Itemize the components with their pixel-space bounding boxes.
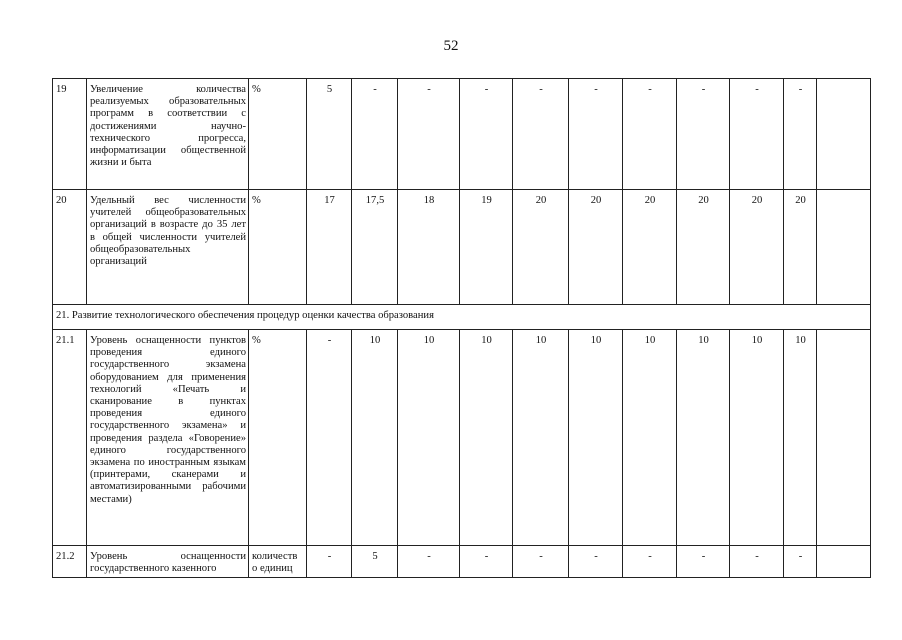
value-cell: 10 bbox=[460, 330, 513, 546]
unit-cell: % bbox=[249, 330, 307, 546]
value-cell: - bbox=[784, 546, 817, 578]
table-row bbox=[53, 79, 871, 190]
value-cell: - bbox=[623, 79, 677, 190]
value-cell: - bbox=[460, 546, 513, 578]
table-row bbox=[53, 546, 871, 578]
row-number: 20 bbox=[53, 190, 87, 305]
value-cell: - bbox=[730, 79, 784, 190]
value-cell: 18 bbox=[398, 190, 460, 305]
value-cell: 10 bbox=[398, 330, 460, 546]
value-cell: 10 bbox=[730, 330, 784, 546]
value-cell bbox=[817, 79, 871, 190]
value-cell: 20 bbox=[623, 190, 677, 305]
value-cell: 17,5 bbox=[352, 190, 398, 305]
indicator-name: Уровень оснащенности государственного казенного bbox=[87, 546, 249, 578]
value-cell: 10 bbox=[677, 330, 730, 546]
row-number: 19 bbox=[53, 79, 87, 190]
value-cell bbox=[817, 330, 871, 546]
unit-cell: % bbox=[249, 190, 307, 305]
value-cell: - bbox=[569, 79, 623, 190]
value-cell: 10 bbox=[623, 330, 677, 546]
value-cell: 10 bbox=[784, 330, 817, 546]
value-cell: - bbox=[730, 546, 784, 578]
value-cell: - bbox=[784, 79, 817, 190]
value-cell: - bbox=[677, 546, 730, 578]
value-cell: 10 bbox=[513, 330, 569, 546]
indicators-table bbox=[52, 78, 871, 578]
value-cell: - bbox=[513, 546, 569, 578]
value-cell: - bbox=[569, 546, 623, 578]
value-cell bbox=[817, 190, 871, 305]
section-title: 21. Развитие технологического обеспечения процедур оценки качества образования bbox=[53, 305, 871, 330]
unit-cell: % bbox=[249, 79, 307, 190]
indicator-name: Удельный вес численности учителей общеобразовательных организаций в возрасте до 35 лет в общей численности учителей общеобразовательных организаций bbox=[87, 190, 249, 305]
page-number: 52 bbox=[443, 38, 459, 54]
table-row bbox=[53, 190, 871, 305]
value-cell: - bbox=[460, 79, 513, 190]
value-cell: 20 bbox=[730, 190, 784, 305]
section-header-row bbox=[53, 305, 871, 330]
value-cell: - bbox=[513, 79, 569, 190]
value-cell: - bbox=[307, 546, 352, 578]
value-cell: 17 bbox=[307, 190, 352, 305]
table-row bbox=[53, 330, 871, 546]
indicator-name: Уровень оснащенности пунктов проведения единого государственного экзамена оборудованием для применения технологий «Печать и сканирование в пунктах проведения единого государственного экзамена» и проведения раздела «Говорение» единого государственного экзамена по иностранным языкам (принтерами, сканерами и автоматизированными рабочими местами) bbox=[87, 330, 249, 546]
value-cell: 20 bbox=[513, 190, 569, 305]
value-cell: 19 bbox=[460, 190, 513, 305]
unit-cell: количеств о единиц bbox=[249, 546, 307, 578]
value-cell: 10 bbox=[569, 330, 623, 546]
indicator-name: Увеличение количества реализуемых образовательных программ в соответствии с достижениями научно-технического прогресса, информатизации общественной жизни и быта bbox=[87, 79, 249, 190]
value-cell: 5 bbox=[352, 546, 398, 578]
row-number: 21.1 bbox=[53, 330, 87, 546]
value-cell: - bbox=[677, 79, 730, 190]
value-cell bbox=[817, 546, 871, 578]
value-cell: - bbox=[623, 546, 677, 578]
value-cell: 20 bbox=[784, 190, 817, 305]
value-cell: - bbox=[398, 546, 460, 578]
value-cell: - bbox=[352, 79, 398, 190]
value-cell: 10 bbox=[352, 330, 398, 546]
value-cell: - bbox=[307, 330, 352, 546]
value-cell: 20 bbox=[569, 190, 623, 305]
value-cell: 5 bbox=[307, 79, 352, 190]
value-cell: - bbox=[398, 79, 460, 190]
row-number: 21.2 bbox=[53, 546, 87, 578]
value-cell: 20 bbox=[677, 190, 730, 305]
